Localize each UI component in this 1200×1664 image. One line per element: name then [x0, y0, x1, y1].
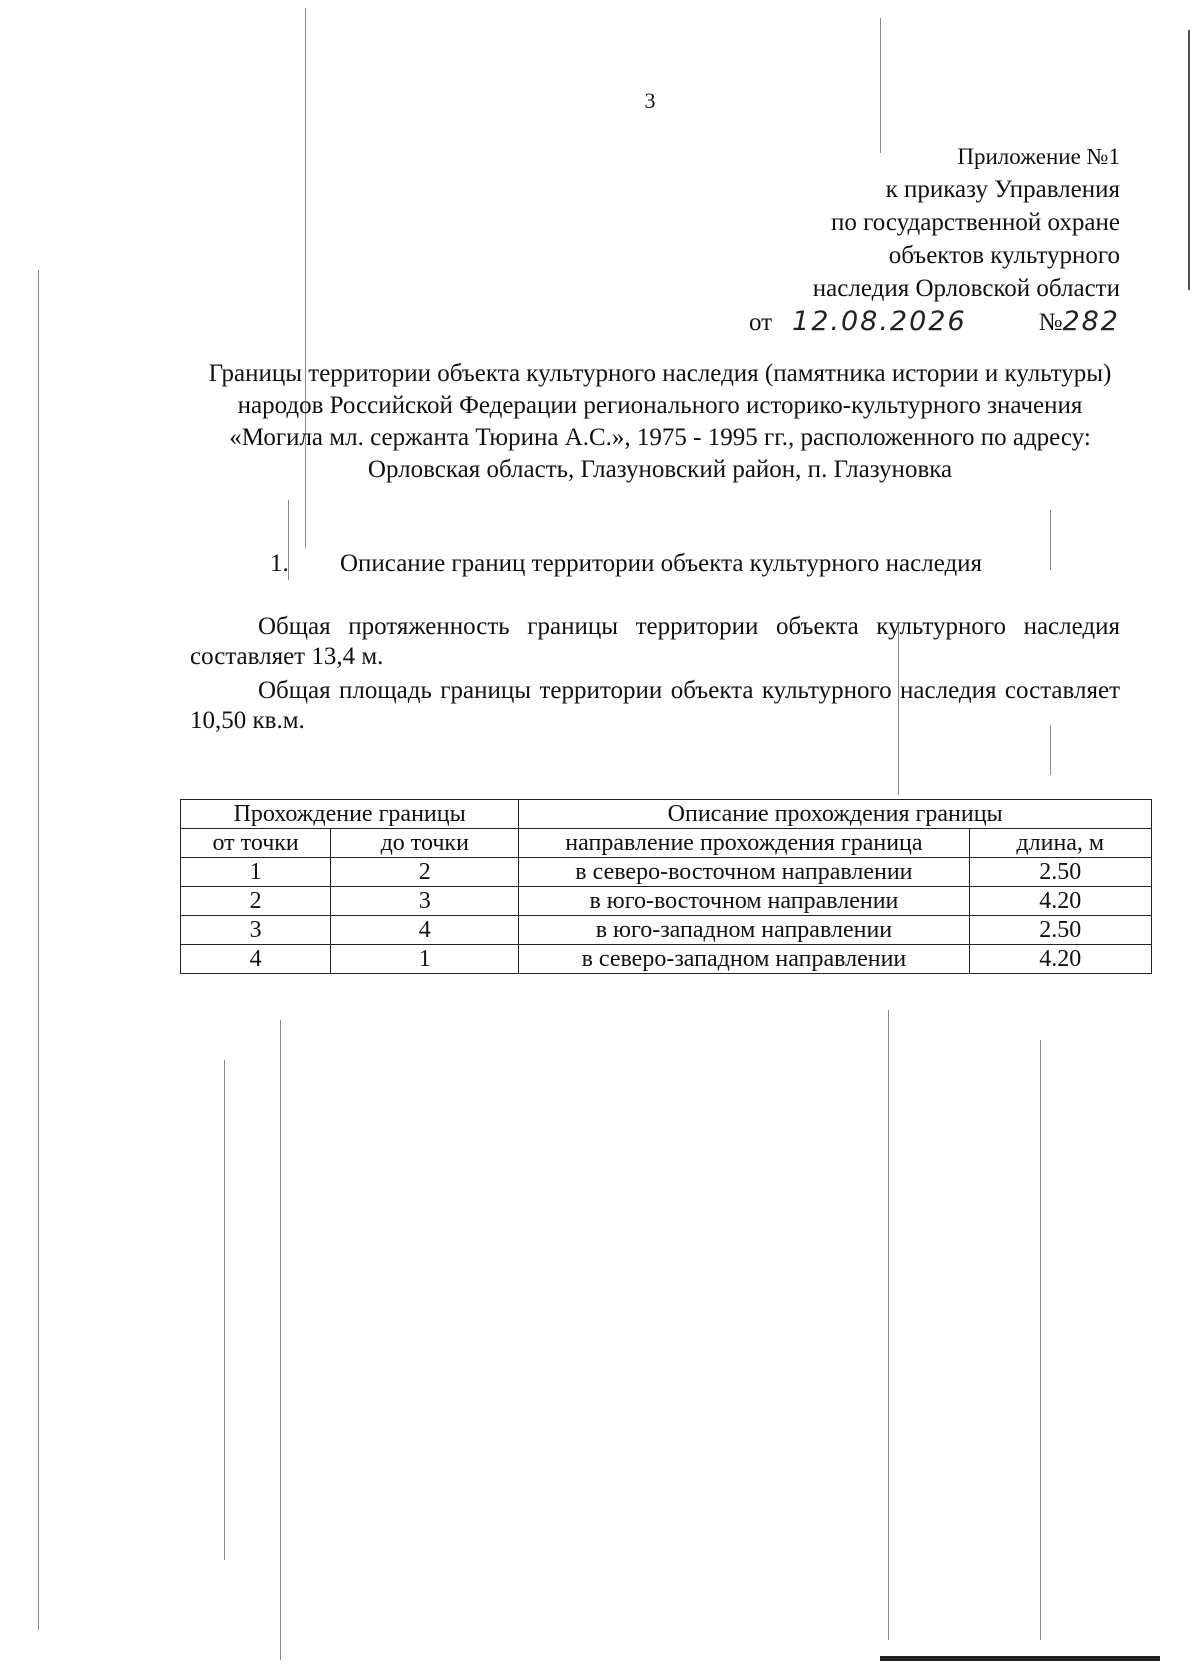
- scan-artifact-line: [38, 270, 39, 1630]
- table-cell: в северо-восточном направлении: [519, 858, 969, 887]
- table-row: [181, 916, 1152, 945]
- scan-artifact-line: [280, 1020, 281, 1660]
- page-number: 3: [644, 88, 656, 113]
- section-title: Описание границ территории объекта культурного наследия: [340, 550, 983, 577]
- table-cell: 3: [331, 887, 519, 916]
- table-cell: 2: [181, 887, 331, 916]
- appendix-line: по государственной охране: [830, 209, 1120, 236]
- order-reference: [749, 305, 1120, 339]
- table-cell: 2: [331, 858, 519, 887]
- order-number: 282: [1062, 306, 1120, 337]
- scan-artifact-line: [1040, 1040, 1041, 1640]
- scan-artifact-line: [1050, 510, 1051, 570]
- table-row: [181, 858, 1152, 887]
- table-cell: 4: [181, 945, 331, 974]
- appendix-line: объектов культурного: [888, 242, 1120, 269]
- table-group-header-row: [181, 800, 1152, 829]
- scan-artifact-edge: [880, 1656, 1160, 1661]
- order-prefix: от: [748, 309, 773, 336]
- table-row: [181, 887, 1152, 916]
- table-group-header: Прохождение границы: [181, 800, 519, 829]
- appendix-line: наследия Орловской области: [812, 275, 1120, 302]
- scan-artifact-line: [880, 18, 881, 153]
- table-column-header: от точки: [181, 829, 331, 858]
- section-number: 1.: [270, 550, 289, 577]
- table-cell: 4.20: [969, 887, 1151, 916]
- appendix-line: к приказу Управления: [885, 176, 1120, 203]
- paragraph-text: Общая протяженность границы территории объекта культурного наследия составляет 13,4 м.: [190, 613, 1120, 670]
- table-cell: 4: [331, 916, 519, 945]
- table-cell: 1: [331, 945, 519, 974]
- table-cell: в юго-западном направлении: [519, 916, 969, 945]
- table-cell: 3: [181, 916, 331, 945]
- table-cell: 2.50: [969, 916, 1151, 945]
- scan-artifact-line: [888, 1010, 889, 1640]
- table-row: [181, 945, 1152, 974]
- appendix-line: Приложение №1: [957, 144, 1120, 169]
- section-heading: [270, 550, 982, 578]
- table-header-row: [181, 829, 1152, 858]
- table-cell: 4.20: [969, 945, 1151, 974]
- appendix-block: [749, 140, 1120, 339]
- scan-artifact-edge: [1188, 30, 1190, 290]
- paragraph: [190, 612, 1120, 672]
- order-number-sign: №: [1038, 309, 1063, 336]
- table-cell: 1: [181, 858, 331, 887]
- boundary-table: [180, 799, 1152, 974]
- table-column-header: до точки: [331, 829, 519, 858]
- table-cell: в юго-восточном направлении: [519, 887, 969, 916]
- table-group-header: Описание прохождения границы: [519, 800, 1152, 829]
- document-title: Границы территории объекта культурного наследия (памятника истории и культуры) народов Российской Федерации регионального историко-культурного значения «Могила мл. сержанта Тюрина А.С.», 1975 - 1995 гг., расположенного по адресу: Орловская область, Глазуновский район, п. Глазуновка: [208, 360, 1112, 483]
- table-cell: 2.50: [969, 858, 1151, 887]
- order-date: 12.08.2026: [792, 306, 967, 337]
- table-cell: в северо-западном направлении: [519, 945, 969, 974]
- table-column-header: длина, м: [969, 829, 1151, 858]
- table-column-header: направление прохождения граница: [519, 829, 969, 858]
- paragraph: [190, 676, 1120, 736]
- paragraph-text: Общая площадь границы территории объекта культурного наследия составляет 10,50 кв.м.: [190, 677, 1120, 734]
- scan-artifact-line: [224, 1060, 225, 1560]
